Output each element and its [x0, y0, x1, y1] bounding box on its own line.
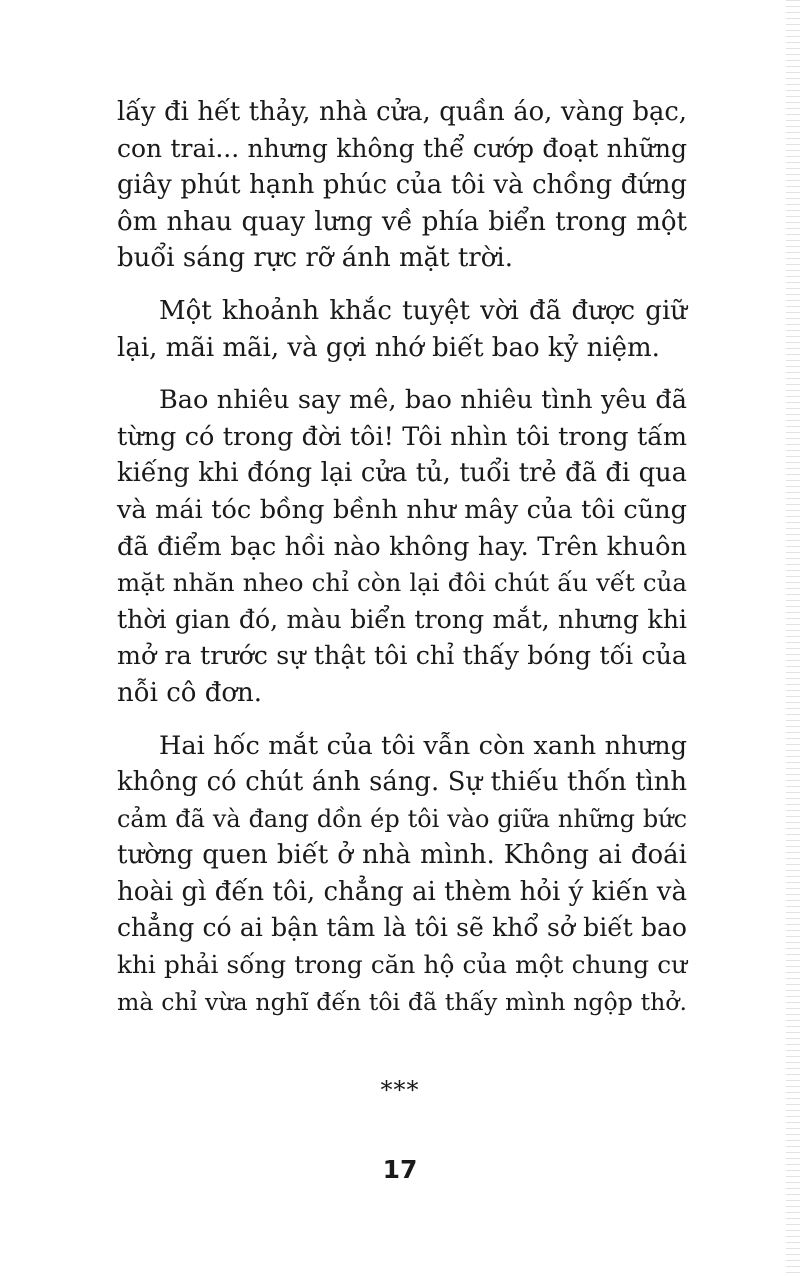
paragraph-3 — [117, 382, 687, 711]
text-line: Bao nhiêu say mê, bao nhiêu tình yêu đã — [159, 385, 687, 416]
page-edge-texture — [786, 0, 800, 1277]
text-line: Hai hốc mắt của tôi vẫn còn xanh nhưng — [159, 730, 687, 761]
text-line: kiếng khi đóng lại cửa tủ, tuổi trẻ đã đi qua — [117, 458, 687, 489]
text-line: mở ra trước sự thật tôi chỉ thấy bóng tối của — [117, 641, 687, 671]
paragraph-2 — [117, 293, 687, 366]
text-line: nỗi cô đơn. — [117, 677, 263, 708]
body-text — [117, 94, 687, 1036]
text-line: cảm đã và đang dồn ép tôi vào giữa những bức — [117, 804, 687, 833]
text-line: đã điểm bạc hồi nào không hay. Trên khuôn — [117, 531, 687, 562]
text-line: khi phải sống trong căn hộ của một chung cư — [117, 950, 687, 980]
page-number: 17 — [382, 1155, 418, 1184]
paragraph-4 — [117, 728, 687, 1021]
text-line: buổi sáng rực rỡ ánh mặt trời. — [117, 243, 513, 274]
text-line: Một khoảnh khắc tuyệt vời đã được giữ — [159, 295, 687, 326]
text-line: giây phút hạnh phúc của tôi và chồng đứng — [117, 170, 687, 201]
text-line: từng có trong đời tôi! Tôi nhìn tôi trong tấm — [117, 421, 687, 452]
text-line: tường quen biết ở nhà mình. Không ai đoái — [117, 840, 687, 871]
text-line: con trai... nhưng không thể cướp đoạt những — [117, 133, 687, 163]
text-line: thời gian đó, màu biển trong mắt, nhưng khi — [117, 604, 687, 634]
text-line: và mái tóc bồng bềnh như mây của tôi cũng — [117, 494, 687, 525]
text-line: ôm nhau quay lưng về phía biển trong một — [117, 206, 687, 237]
text-line: mặt nhăn nheo chỉ còn lại đôi chút ấu vết của — [117, 568, 687, 598]
section-separator: *** — [380, 1076, 420, 1104]
text-line: không có chút ánh sáng. Sự thiếu thốn tình — [117, 767, 687, 798]
paragraph-1 — [117, 94, 687, 277]
text-line: mà chỉ vừa nghĩ đến tôi đã thấy mình ngộp thở. — [117, 987, 687, 1016]
text-line: hoài gì đến tôi, chẳng ai thèm hỏi ý kiến và — [117, 876, 687, 907]
text-line: lại, mãi mãi, và gợi nhớ biết bao kỷ niệm. — [117, 332, 660, 363]
text-line: chẳng có ai bận tâm là tôi sẽ khổ sở biết bao — [117, 913, 687, 943]
text-line: lấy đi hết thảy, nhà cửa, quần áo, vàng bạc, — [117, 97, 687, 127]
